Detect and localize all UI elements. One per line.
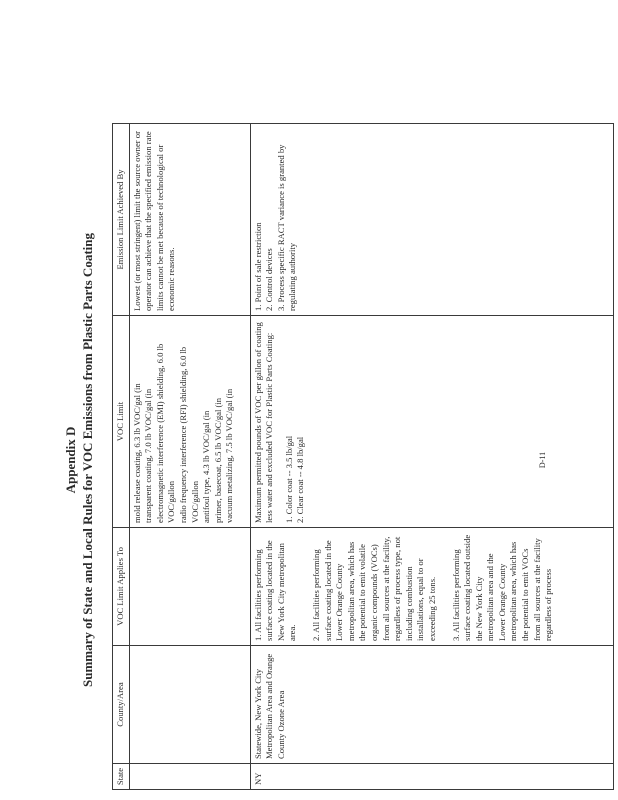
voc-limit-line: antifoul type, 4.3 lb VOC/gal (in	[201, 410, 212, 523]
voc-limit-line: electromagnetic interference (EMI) shielding, 6.0 lb	[154, 343, 165, 523]
cell-state	[129, 764, 250, 790]
voc-limit-line: mold release coating, 6.3 lb VOC/gal (in	[131, 383, 142, 523]
header-voc-limit: VOC Limit	[113, 316, 130, 528]
table-header-row	[113, 124, 130, 790]
appendix-label: Appendix D	[63, 426, 78, 494]
emission-item: 1. Point of sale restriction	[252, 222, 263, 311]
cell-emission-limit: Lowest (or most stringent) limit the source owner or operator can achieve that the specified emission rate limits cannot be met because of technological or economic reasons.	[129, 124, 250, 316]
cell-applies-to	[250, 528, 613, 646]
voc-limit-line: radio frequency interference (RFI) shielding, 6.0 lb	[177, 346, 188, 523]
voc-limit-line: transparent coating, 7.0 lb VOC/gal (in	[143, 388, 154, 523]
voc-limit-line: vacuum metalizing, 7.5 lb VOC/gal (in	[224, 388, 235, 523]
document-title	[60, 120, 96, 800]
applies-to-item: 3. All facilities performing surface coating located outside the New York City metropolitan area and the Lower Orange County metropolitan area, which has the potential to emit VOCs from all sources at the facility regardless of process	[450, 534, 554, 641]
landscape-content	[60, 120, 560, 800]
voc-limit-item: 1. Color coat -- 3.5 lb/gal	[283, 435, 294, 523]
table-row	[250, 124, 613, 790]
cell-state: NY	[250, 764, 613, 790]
table-title: Summary of State and Local Rules for VOC Emissions from Plastic Parts Coating	[80, 233, 95, 688]
voc-limit-line: primer, basecoat, 6.5 lb VOC/gal (in	[212, 397, 223, 523]
applies-to-item: 2. All facilities performing surface coating located in the Lower Orange County metropolitan area, which has the potential to emit volatile organic compounds (VOCs) from all sources at the facility, regardless of process type, not including combustion installations, equal to or exceeding 25 tons.	[310, 536, 437, 641]
cell-emission-limit	[250, 124, 613, 316]
header-emission-limit-achieved-by: Emission Limit Achieved By	[113, 124, 130, 316]
cell-county-area	[129, 646, 250, 764]
voc-limit-line: VOC/gallon	[189, 480, 200, 523]
cell-voc-limit	[129, 316, 250, 528]
voc-limit-item: 2. Clear coat -- 4.8 lb/gal	[295, 436, 306, 523]
voc-limit-line: VOC/gallon	[166, 480, 177, 523]
table-row	[129, 124, 250, 790]
page-number: D-11	[538, 451, 547, 469]
header-state: State	[113, 764, 130, 790]
emission-item: 2. Control devices	[264, 248, 275, 311]
cell-applies-to	[129, 528, 250, 646]
emission-item: 3. Process specific RACT variance is granted by regulating authority	[275, 144, 298, 311]
header-county-area: County/Area	[113, 646, 130, 764]
applies-to-item: 1. All facilities performing surface coating located in the New York City metropolitan area.	[252, 540, 298, 641]
header-voc-limit-applies-to: VOC Limit Applies To	[113, 528, 130, 646]
cell-voc-limit	[250, 316, 613, 528]
cell-county-area: Statewide, New York City Metropolitan Area and Orange County Ozone Area	[250, 646, 613, 764]
voc-limit-intro: Maximum permitted pounds of VOC per gallon of coating less water and excluded VOC for Plastic Parts Coating:	[252, 322, 275, 523]
